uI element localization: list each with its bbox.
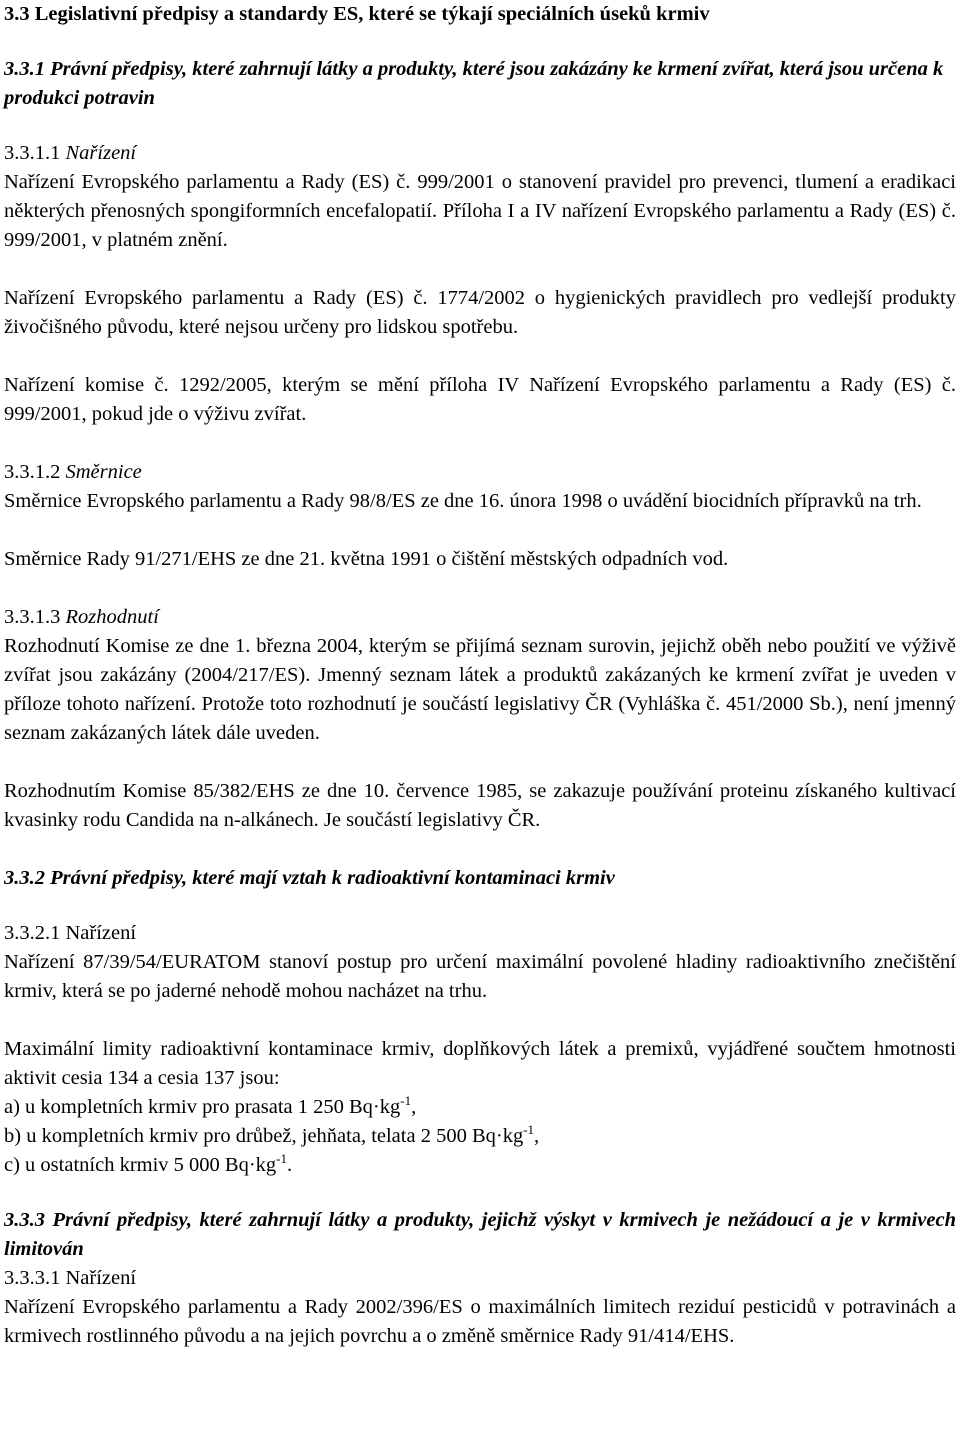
limit-tail: , <box>411 1096 417 1118</box>
limit-exponent: -1 <box>523 1122 535 1137</box>
paragraph-directive-98-8: Směrnice Evropského parlamentu a Rady 98/8/ES ze dne 16. února 1998 o uvádění biocidních přípravků na trh. <box>4 490 922 512</box>
section-heading-3-3-3: 3.3.3 Právní předpisy, které zahrnují látky a produkty, jejichž výskyt v krmivech je nežádoucí a je v krmivech limitován <box>4 1209 956 1260</box>
limit-tail: , <box>534 1125 540 1147</box>
paragraph-euratom: Nařízení 87/39/54/EURATOM stanoví postup pro určení maximální povolené hladiny radioaktivního znečištění krmiv, která se po jaderné nehodě mohou nacházet na trhu. <box>4 951 956 1002</box>
subsection-heading-3-3-1-3 <box>4 603 956 632</box>
subsection-heading-3-3-2-1: 3.3.2.1 Nařízení <box>4 922 137 944</box>
limit-text: c) u ostatních krmiv 5 000 Bq·kg <box>4 1154 277 1176</box>
limit-item <box>4 1151 956 1180</box>
paragraph-limits-intro: Maximální limity radioaktivní kontaminace krmiv, doplňkových látek a premixů, vyjádřené součtem hmotnosti aktivit cesia 134 a cesia 137 jsou: <box>4 1038 956 1089</box>
limit-text: a) u kompletních krmiv pro prasata 1 250 Bq·kg <box>4 1096 401 1118</box>
subsection-title: Rozhodnutí <box>65 606 159 628</box>
subsection-number: 3.3.1.3 <box>4 606 61 628</box>
section-heading-3-3-1: 3.3.1 Právní předpisy, které zahrnují látky a produkty, které jsou zakázány ke krmení zvířat, která jsou určena k produkci potravin <box>4 58 944 109</box>
paragraph-directive-91-271: Směrnice Rady 91/271/EHS ze dne 21. května 1991 o čištění městských odpadních vod. <box>4 548 729 570</box>
section-heading-3-3-2: 3.3.2 Právní předpisy, které mají vztah k radioaktivní kontaminaci krmiv <box>4 867 615 889</box>
subsection-title: Směrnice <box>65 461 142 483</box>
paragraph-reg-999-2001: Nařízení Evropského parlamentu a Rady (ES) č. 999/2001 o stanovení pravidel pro prevenci, tlumení a eradikaci některých přenosných spongiformních encefalopatií. Příloha I a IV nařízení Evropského parlamentu a Rady (ES) č. 999/2001, v platném znění. <box>4 171 956 251</box>
document-page <box>4 0 956 1351</box>
limit-text: b) u kompletních krmiv pro drůbež, jehňata, telata 2 500 Bq·kg <box>4 1125 524 1147</box>
subsection-heading-3-3-1-2 <box>4 458 956 487</box>
subsection-number: 3.3.1.2 <box>4 461 61 483</box>
limit-item <box>4 1122 956 1151</box>
subsection-title: Nařízení <box>65 142 137 164</box>
subsection-number: 3.3.1.1 <box>4 142 61 164</box>
limit-exponent: -1 <box>400 1093 412 1108</box>
subsection-heading-3-3-1-1 <box>4 139 956 168</box>
paragraph-decision-85-382: Rozhodnutím Komise 85/382/EHS ze dne 10. července 1985, se zakazuje používání proteinu získaného kultivací kvasinky rodu Candida na n-alkánech. Je součástí legislativy ČR. <box>4 780 956 831</box>
section-heading-3-3: 3.3 Legislativní předpisy a standardy ES, které se týkají speciálních úseků krmiv <box>4 3 710 25</box>
paragraph-reg-2002-396: Nařízení Evropského parlamentu a Rady 2002/396/ES o maximálních limitech reziduí pesticidů v potravinách a krmivech rostlinného původu a na jejich povrchu a o změně směrnice Rady 91/414/EHS. <box>4 1296 956 1347</box>
paragraph-reg-1292-2005: Nařízení komise č. 1292/2005, kterým se mění příloha IV Nařízení Evropského parlamentu a Rady (ES) č. 999/2001, pokud jde o výživu zvířat. <box>4 374 956 425</box>
subsection-heading-3-3-3-1: 3.3.3.1 Nařízení <box>4 1267 137 1289</box>
limit-item <box>4 1093 956 1122</box>
limit-exponent: -1 <box>276 1151 287 1166</box>
paragraph-reg-1774-2002: Nařízení Evropského parlamentu a Rady (ES) č. 1774/2002 o hygienických pravidlech pro vedlejší produkty živočišného původu, které nejsou určeny pro lidskou spotřebu. <box>4 287 956 338</box>
limit-tail: . <box>287 1154 293 1176</box>
paragraph-decision-2004-217: Rozhodnutí Komise ze dne 1. března 2004, kterým se přijímá seznam surovin, jejichž oběh nebo použití ve výživě zvířat jsou zakázány (2004/217/ES). Jmenný seznam látek a produktů zakázaných ke krmení zvířat je uveden v příloze tohoto nařízení. Protože toto rozhodnutí je součástí legislativy ČR (Vyhláška č. 451/2000 Sb.), není jmenný seznam zakázaných látek dále uveden. <box>4 635 956 744</box>
